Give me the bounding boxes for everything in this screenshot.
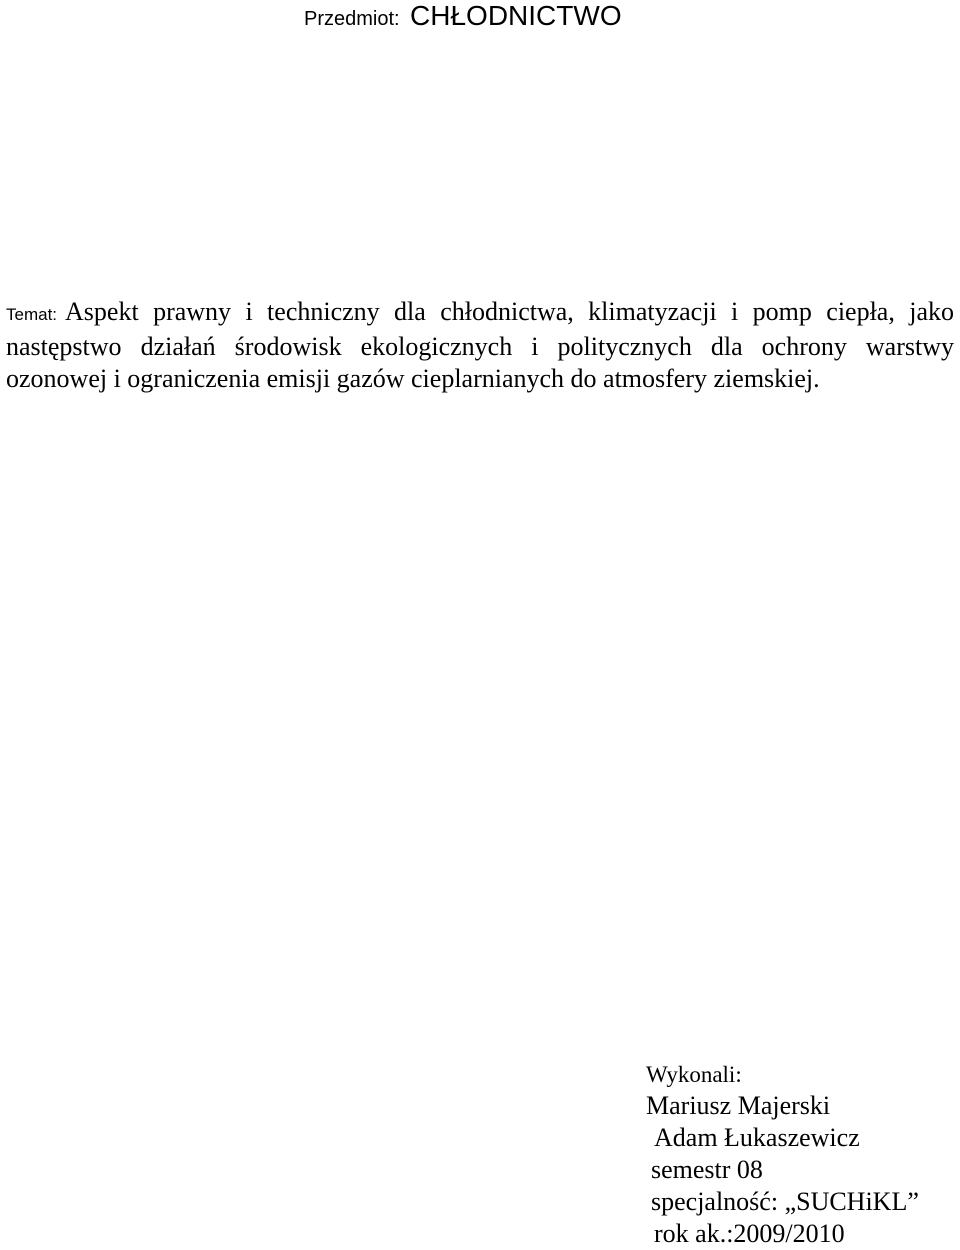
authors-block <box>646 1060 956 1250</box>
author-name: Adam Łukaszewicz <box>654 1123 860 1152</box>
authors-heading: Wykonali: <box>646 1062 742 1087</box>
subject-label: Przedmiot: <box>304 8 400 30</box>
subject-line <box>304 0 622 32</box>
semester: semestr 08 <box>651 1155 763 1184</box>
academic-year: rok ak.:2009/2010 <box>654 1219 845 1248</box>
author-name: Mariusz Majerski <box>646 1091 831 1120</box>
topic-block <box>6 296 954 395</box>
subject-value: CHŁODNICTWO <box>410 0 622 31</box>
topic-label: Temat: <box>6 305 58 324</box>
topic-text: Aspekt prawny i techniczny dla chłodnictwa, klimatyzacji i pomp ciepła, jako następstwo działań środowisk ekologicznych i politycznych dla ochrony warstwy ozonowej i ograniczenia emisji gazów cieplarnianych do atmosfery ziemskiej. <box>6 297 954 393</box>
specialization: specjalność: „SUCHiKL” <box>651 1187 919 1216</box>
